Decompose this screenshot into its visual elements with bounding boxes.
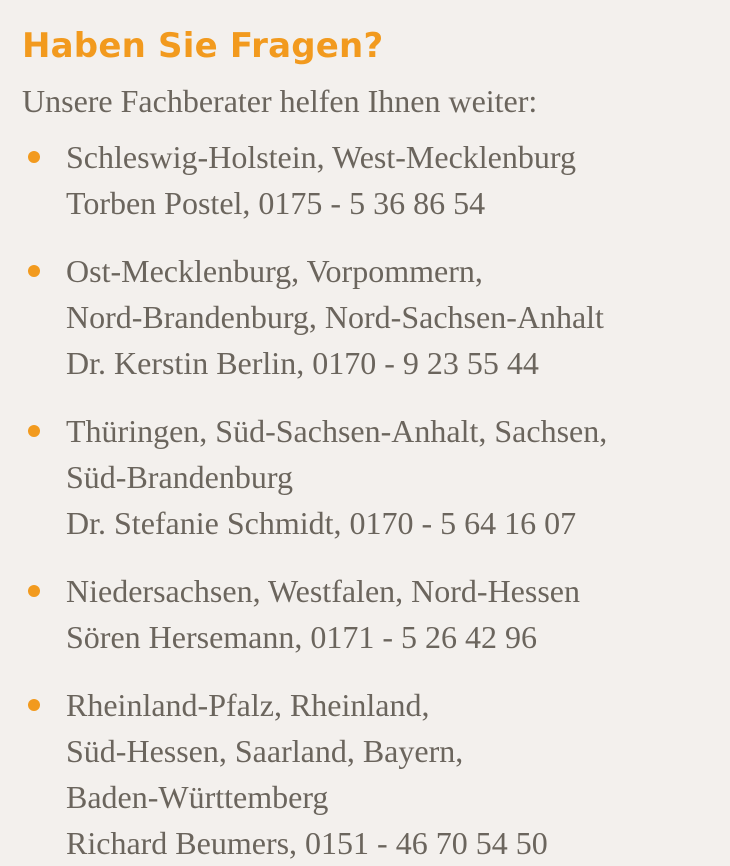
page-title: Haben Sie Fragen? (22, 26, 384, 66)
contact-line: Dr. Kerstin Berlin, 0170 - 9 23 55 44 (66, 345, 539, 381)
list-item (22, 408, 710, 546)
region-line: Ost-Mecklenburg, Vorpommern, (66, 253, 483, 289)
list-item (22, 248, 710, 386)
region-line: Thüringen, Süd-Sachsen-Anhalt, Sachsen, (66, 413, 608, 449)
list-item (22, 568, 710, 660)
contact-line: Torben Postel, 0175 - 5 36 86 54 (66, 185, 486, 221)
region-line: Süd-Hessen, Saarland, Bayern, (66, 733, 464, 769)
bullet-icon (28, 585, 40, 597)
contact-line: Dr. Stefanie Schmidt, 0170 - 5 64 16 07 (66, 505, 577, 541)
region-line: Schleswig-Holstein, West-Mecklenburg (66, 139, 576, 175)
bullet-icon (28, 425, 40, 437)
region-line: Süd-Brandenburg (66, 459, 293, 495)
contact-list (22, 134, 710, 866)
intro-text: Unsere Fachberater helfen Ihnen weiter: (22, 83, 538, 119)
region-line: Baden-Württemberg (66, 779, 329, 815)
list-item (22, 682, 710, 866)
bullet-icon (28, 151, 40, 163)
contact-line: Sören Hersemann, 0171 - 5 26 42 96 (66, 619, 538, 655)
region-line: Niedersachsen, Westfalen, Nord-Hessen (66, 573, 580, 609)
bullet-icon (28, 265, 40, 277)
region-line: Nord-Brandenburg, Nord-Sachsen-Anhalt (66, 299, 604, 335)
list-item (22, 134, 710, 226)
bullet-icon (28, 699, 40, 711)
region-line: Rheinland-Pfalz, Rheinland, (66, 687, 430, 723)
contact-line: Richard Beumers, 0151 - 46 70 54 50 (66, 825, 548, 861)
